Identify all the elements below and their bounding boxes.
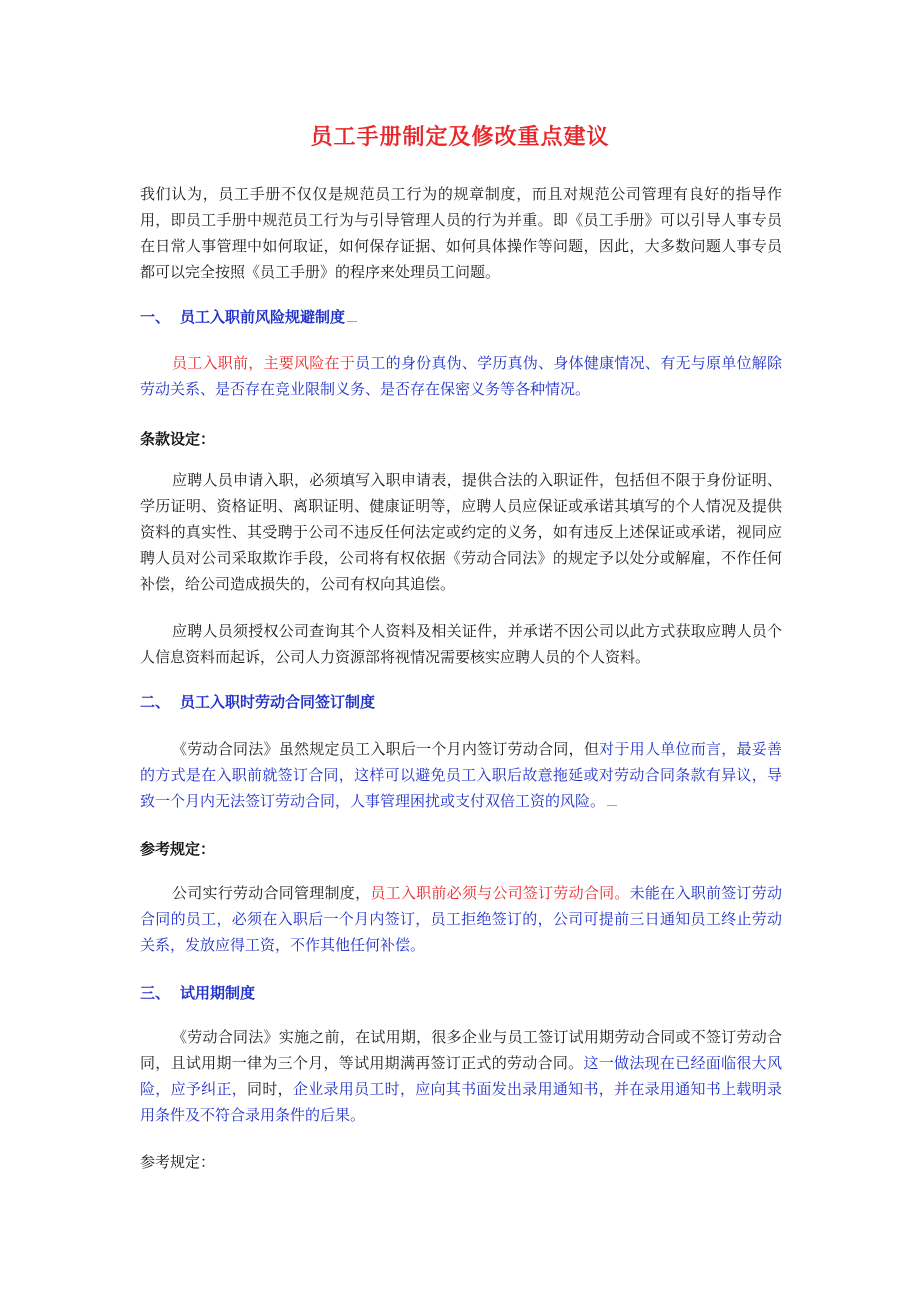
ref-black-text: 公司实行劳动合同管理制度，: [172, 884, 371, 902]
document-title: 员工手册制定及修改重点建议: [310, 125, 610, 150]
section-3-number: 三、: [140, 984, 171, 1002]
section-3-blue-text-1: 这一做法现在已经面临很大风险，应予纠正，: [140, 1054, 782, 1098]
section-3-black-text-2: 同时，: [247, 1080, 293, 1098]
section-2-number: 二、: [140, 693, 171, 711]
section-2-black-text: 《劳动合同法》虽然规定员工入职后一个月内签订劳动合同，但: [172, 740, 600, 758]
section-2-paragraph: [140, 736, 782, 814]
clause-paragraph-2: 应聘人员须授权公司查询其个人资料及相关证件，并承诺不因公司以此方式获取应聘人员个人信息资料而起诉，公司人力资源部将视情况需要核实应聘人员的个人资料。: [140, 622, 782, 666]
section-1-number: 一、: [140, 308, 171, 326]
section-2-heading: [140, 691, 375, 712]
ref-blue-text: 未能在入职前签订劳动合同的员工，必须在入职后一个月内签订，员工拒绝签订的，公司可提前三日通知员工终止劳动关系，发放应得工资，不作其他任何补偿。: [140, 884, 782, 954]
section-2-ref-paragraph: [140, 880, 782, 958]
underline-mark: [347, 313, 357, 322]
section-3-title: 试用期制度: [180, 984, 256, 1002]
section-1-risk-paragraph: [140, 350, 782, 402]
underline-mark: [607, 797, 617, 806]
section-3-heading: [140, 982, 255, 1003]
clause-paragraph-1: 应聘人员申请入职，必须填写入职申请表，提供合法的入职证件，包括但不限于身份证明、学历证明、资格证明、离职证明、健康证明等，应聘人员应保证或承诺其填写的个人情况及提供资料的真实性、其受聘于公司不违反任何法定或约定的义务，如有违反上述保证或承诺，视同应聘人员对公司采取欺诈手段，公司将有权依据《劳动合同法》的规定予以处分或解雇，不作任何补偿，给公司造成损失的，公司有权向其追偿。: [140, 471, 782, 593]
section-2-ref-label: 参考规定：: [140, 840, 216, 858]
clause-label: 条款设定：: [140, 430, 216, 448]
ref-red-text: 员工入职前必须与公司签订劳动合同。: [370, 884, 630, 902]
section-3-ref-label: 参考规定：: [140, 1153, 216, 1171]
section-3-blue-text-2: 企业录用员工时，应向其书面发出录用通知书，并在录用通知书上载明录用条件及不符合录用条件的后果。: [140, 1080, 782, 1124]
intro-paragraph: 我们认为，员工手册不仅仅是规范员工行为的规章制度，而且对规范公司管理有良好的指导作用，即员工手册中规范员工行为与引导管理人员的行为并重。即《员工手册》可以引导人事专员在日常人事管理中如何取证，如何保存证据、如何具体操作等问题，因此，大多数问题人事专员都可以完全按照《员工手册》的程序来处理员工问题。: [140, 185, 782, 281]
section-3-paragraph: [140, 1024, 782, 1128]
section-1-title: 员工入职前风险规避制度: [180, 308, 346, 326]
risk-red-text: 员工入职前，主要风险在于: [172, 354, 356, 372]
risk-blue-text: 员工的身份真伪、学历真伪、身体健康情况、有无与原单位解除劳动关系、是否存在竞业限制义务、是否存在保密义务等各种情况。: [140, 354, 782, 398]
section-2-title: 员工入职时劳动合同签订制度: [180, 693, 376, 711]
section-3-black-text: 《劳动合同法》实施之前，在试用期，很多企业与员工签订试用期劳动合同或不签订劳动合同，且试用期一律为三个月，等试用期满再签订正式的劳动合同。: [140, 1028, 782, 1072]
section-2-blue-text: 对于用人单位而言，最妥善的方式是在入职前就签订合同，这样可以避免员工入职后故意拖延或对劳动合同条款有异议，导致一个月内无法签订劳动合同，人事管理困扰或支付双倍工资的风险。: [140, 740, 782, 810]
section-1-heading: [140, 306, 357, 327]
